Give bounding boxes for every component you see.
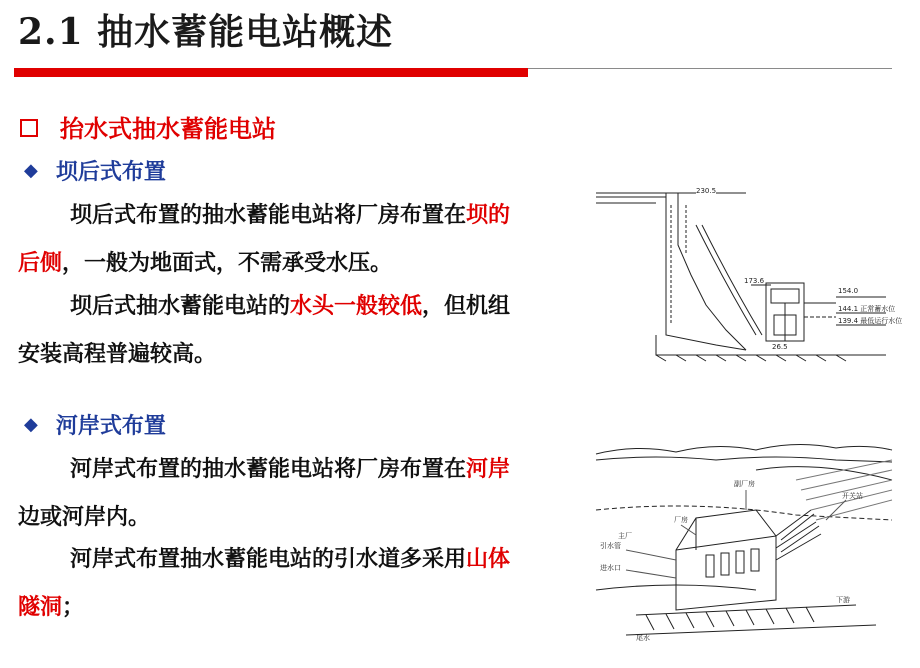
text-run: ，但机组安装高程普遍较高。 [18, 294, 511, 367]
elevation-label: 173.6 [744, 277, 765, 285]
square-bullet-icon [20, 119, 38, 137]
figure-callout: 主厂 [618, 532, 632, 540]
text-run: 河岸式布置抽水蓄能电站的引水道多采用 [70, 547, 467, 572]
text-run: 坝后式抽水蓄能电站的 [70, 294, 291, 319]
highlight-text: 河岸 [466, 457, 511, 482]
elevation-label: 26.5 [772, 343, 788, 351]
elevation-label: 139.4 最低运行水位 [838, 317, 903, 325]
elevation-label: 154.0 [838, 287, 859, 295]
diamond-bullet-icon: ◆ [24, 414, 38, 435]
dam-section-figure [596, 185, 903, 363]
figure-callout: 副厂房 [734, 480, 755, 488]
figure-callout: 开关站 [842, 492, 863, 500]
paragraph-behind-dam-1 [18, 192, 530, 288]
highlight-text: 山体隧洞 [18, 547, 511, 620]
paragraph-behind-dam-2 [18, 283, 530, 379]
title-underline-thin [528, 68, 892, 69]
subheading-riverbank [24, 409, 166, 440]
page-title: 2.1 抽水蓄能电站概述 [18, 11, 394, 53]
subheading-behind-dam-text: 坝后式布置 [55, 160, 166, 185]
figure-callout: 引水管 [600, 542, 621, 550]
figure-callout: 尾水 [636, 634, 650, 642]
elevation-label: 230.5 [696, 187, 717, 195]
text-run: 坝后式布置的抽水蓄能电站将厂房布置在 [70, 203, 467, 228]
section-heading-text: 抬水式抽水蓄能电站 [60, 115, 276, 143]
paragraph-riverbank-1 [18, 446, 530, 542]
diamond-bullet-icon: ◆ [24, 160, 38, 181]
section-heading [20, 109, 276, 144]
highlight-text: 水头一般较低 [290, 294, 423, 319]
title-underline-red [14, 68, 528, 77]
paragraph-riverbank-2 [18, 536, 530, 632]
figure-callout: 下游 [836, 596, 850, 604]
subheading-behind-dam [24, 155, 166, 186]
highlight-text: 坝的后侧 [18, 203, 511, 276]
text-run: ； [62, 595, 85, 620]
text-run: ，一般为地面式，不需承受水压。 [62, 251, 393, 276]
riverbank-powerhouse-figure [596, 440, 892, 650]
elevation-label: 144.1 正常蓄水位 [838, 305, 896, 313]
subheading-riverbank-text: 河岸式布置 [55, 414, 166, 439]
text-run: 边或河岸内。 [18, 505, 151, 530]
figure-callout: 厂房 [674, 516, 688, 524]
text-run: 河岸式布置的抽水蓄能电站将厂房布置在 [70, 457, 467, 482]
figure-callout: 进水口 [600, 564, 621, 572]
